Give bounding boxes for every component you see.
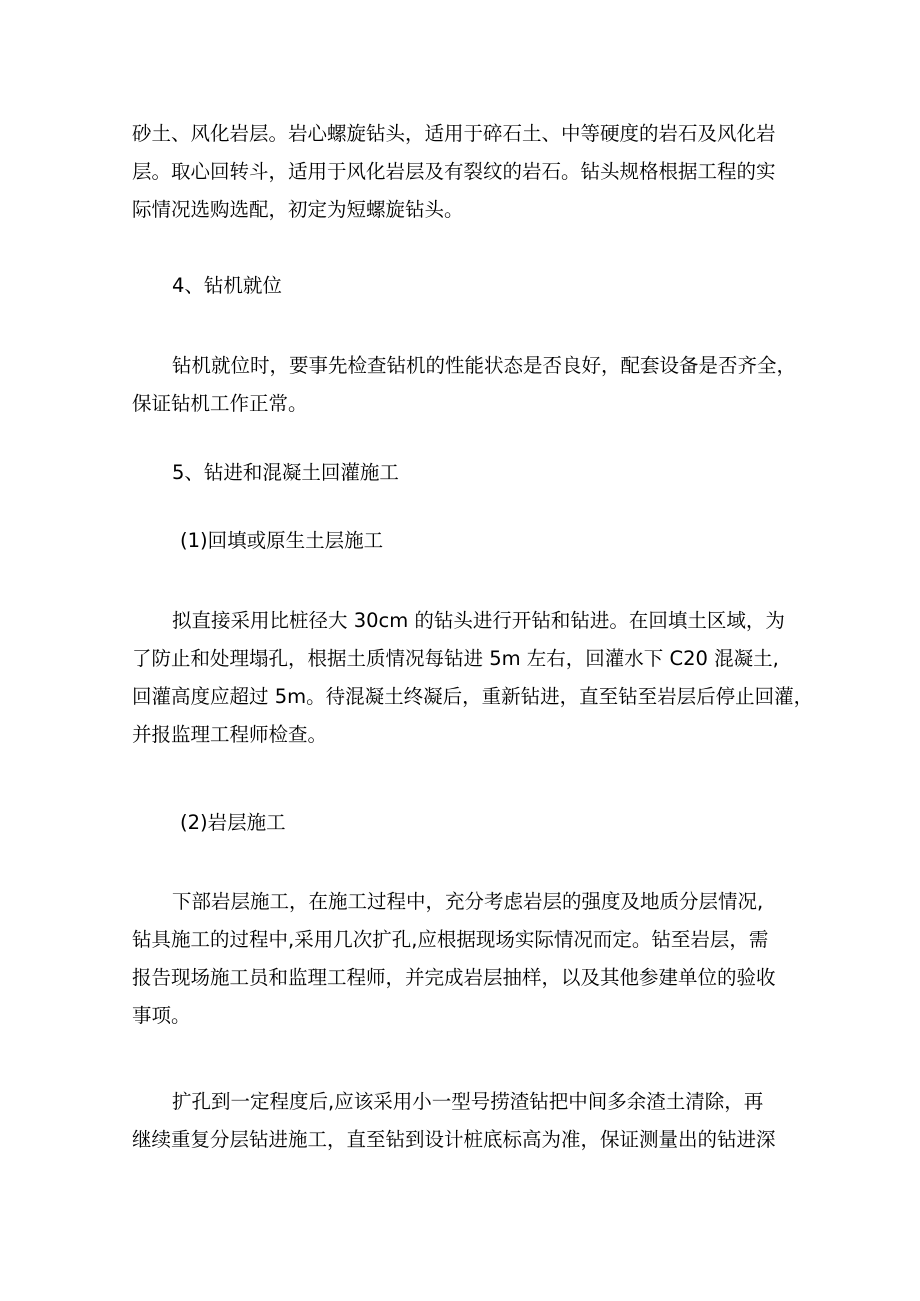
text-line: 钻机就位时，要事先检查钻机的性能状态是否良好，配套设备是否齐全， [172, 354, 797, 377]
text-line: 砂土、风化岩层。岩心螺旋钻头，适用于碎石土、中等硬度的岩石及风化岩 [132, 122, 776, 145]
text-line: 拟直接采用比桩径大 30cm 的钻头进行开钻和钻进。在回填土区域，为 [172, 609, 785, 632]
paragraph-reaming [132, 1083, 800, 1159]
heading-text: 4、钻机就位 [172, 274, 282, 297]
text-line: 事项。 [132, 1004, 191, 1027]
heading-text: (2)岩层施工 [180, 811, 286, 834]
section-heading-4 [132, 267, 840, 305]
text-line: 保证钻机工作正常。 [132, 392, 308, 415]
text-line: 下部岩层施工，在施工过程中，充分考虑岩层的强度及地质分层情况, [172, 890, 764, 913]
text-line: 扩孔到一定程度后,应该采用小一型号捞渣钻把中间多余渣土清除，再 [172, 1090, 764, 1113]
subsection-heading-5-2 [132, 804, 848, 842]
subsection-heading-5-1 [132, 522, 848, 560]
text-line: 报告现场施工员和监理工程师，并完成岩层抽样，以及其他参建单位的验收 [132, 966, 776, 989]
paragraph-drill-bit-types [132, 115, 800, 229]
text-line: 钻具施工的过程中,采用几次扩孔,应根据现场实际情况而定。钻至岩层，需 [132, 928, 769, 951]
section-heading-5 [132, 454, 840, 492]
heading-text: 5、钻进和混凝土回灌施工 [172, 461, 399, 484]
paragraph-rock-construction [132, 883, 800, 1035]
text-line: 际情况选购选配，初定为短螺旋钻头。 [132, 198, 464, 221]
text-line: 并报监理工程师检查。 [132, 723, 328, 746]
text-line: 回灌高度应超过 5m。待混凝土终凝后，重新钻进，直至钻至岩层后停止回灌， [132, 685, 814, 708]
text-line: 层。取心回转斗，适用于风化岩层及有裂纹的岩石。钻头规格根据工程的实 [132, 160, 776, 183]
text-line: 继续重复分层钻进施工，直至钻到设计桩底标高为准，保证测量出的钻进深 [132, 1128, 776, 1151]
text-line: 了防止和处理塌孔，根据土质情况每钻进 5m 左右，回灌水下 C20 混凝土, [132, 647, 779, 670]
heading-text: (1)回填或原生土层施工 [180, 529, 384, 552]
paragraph-rig-positioning [132, 347, 800, 423]
paragraph-backfill-construction [132, 602, 814, 754]
